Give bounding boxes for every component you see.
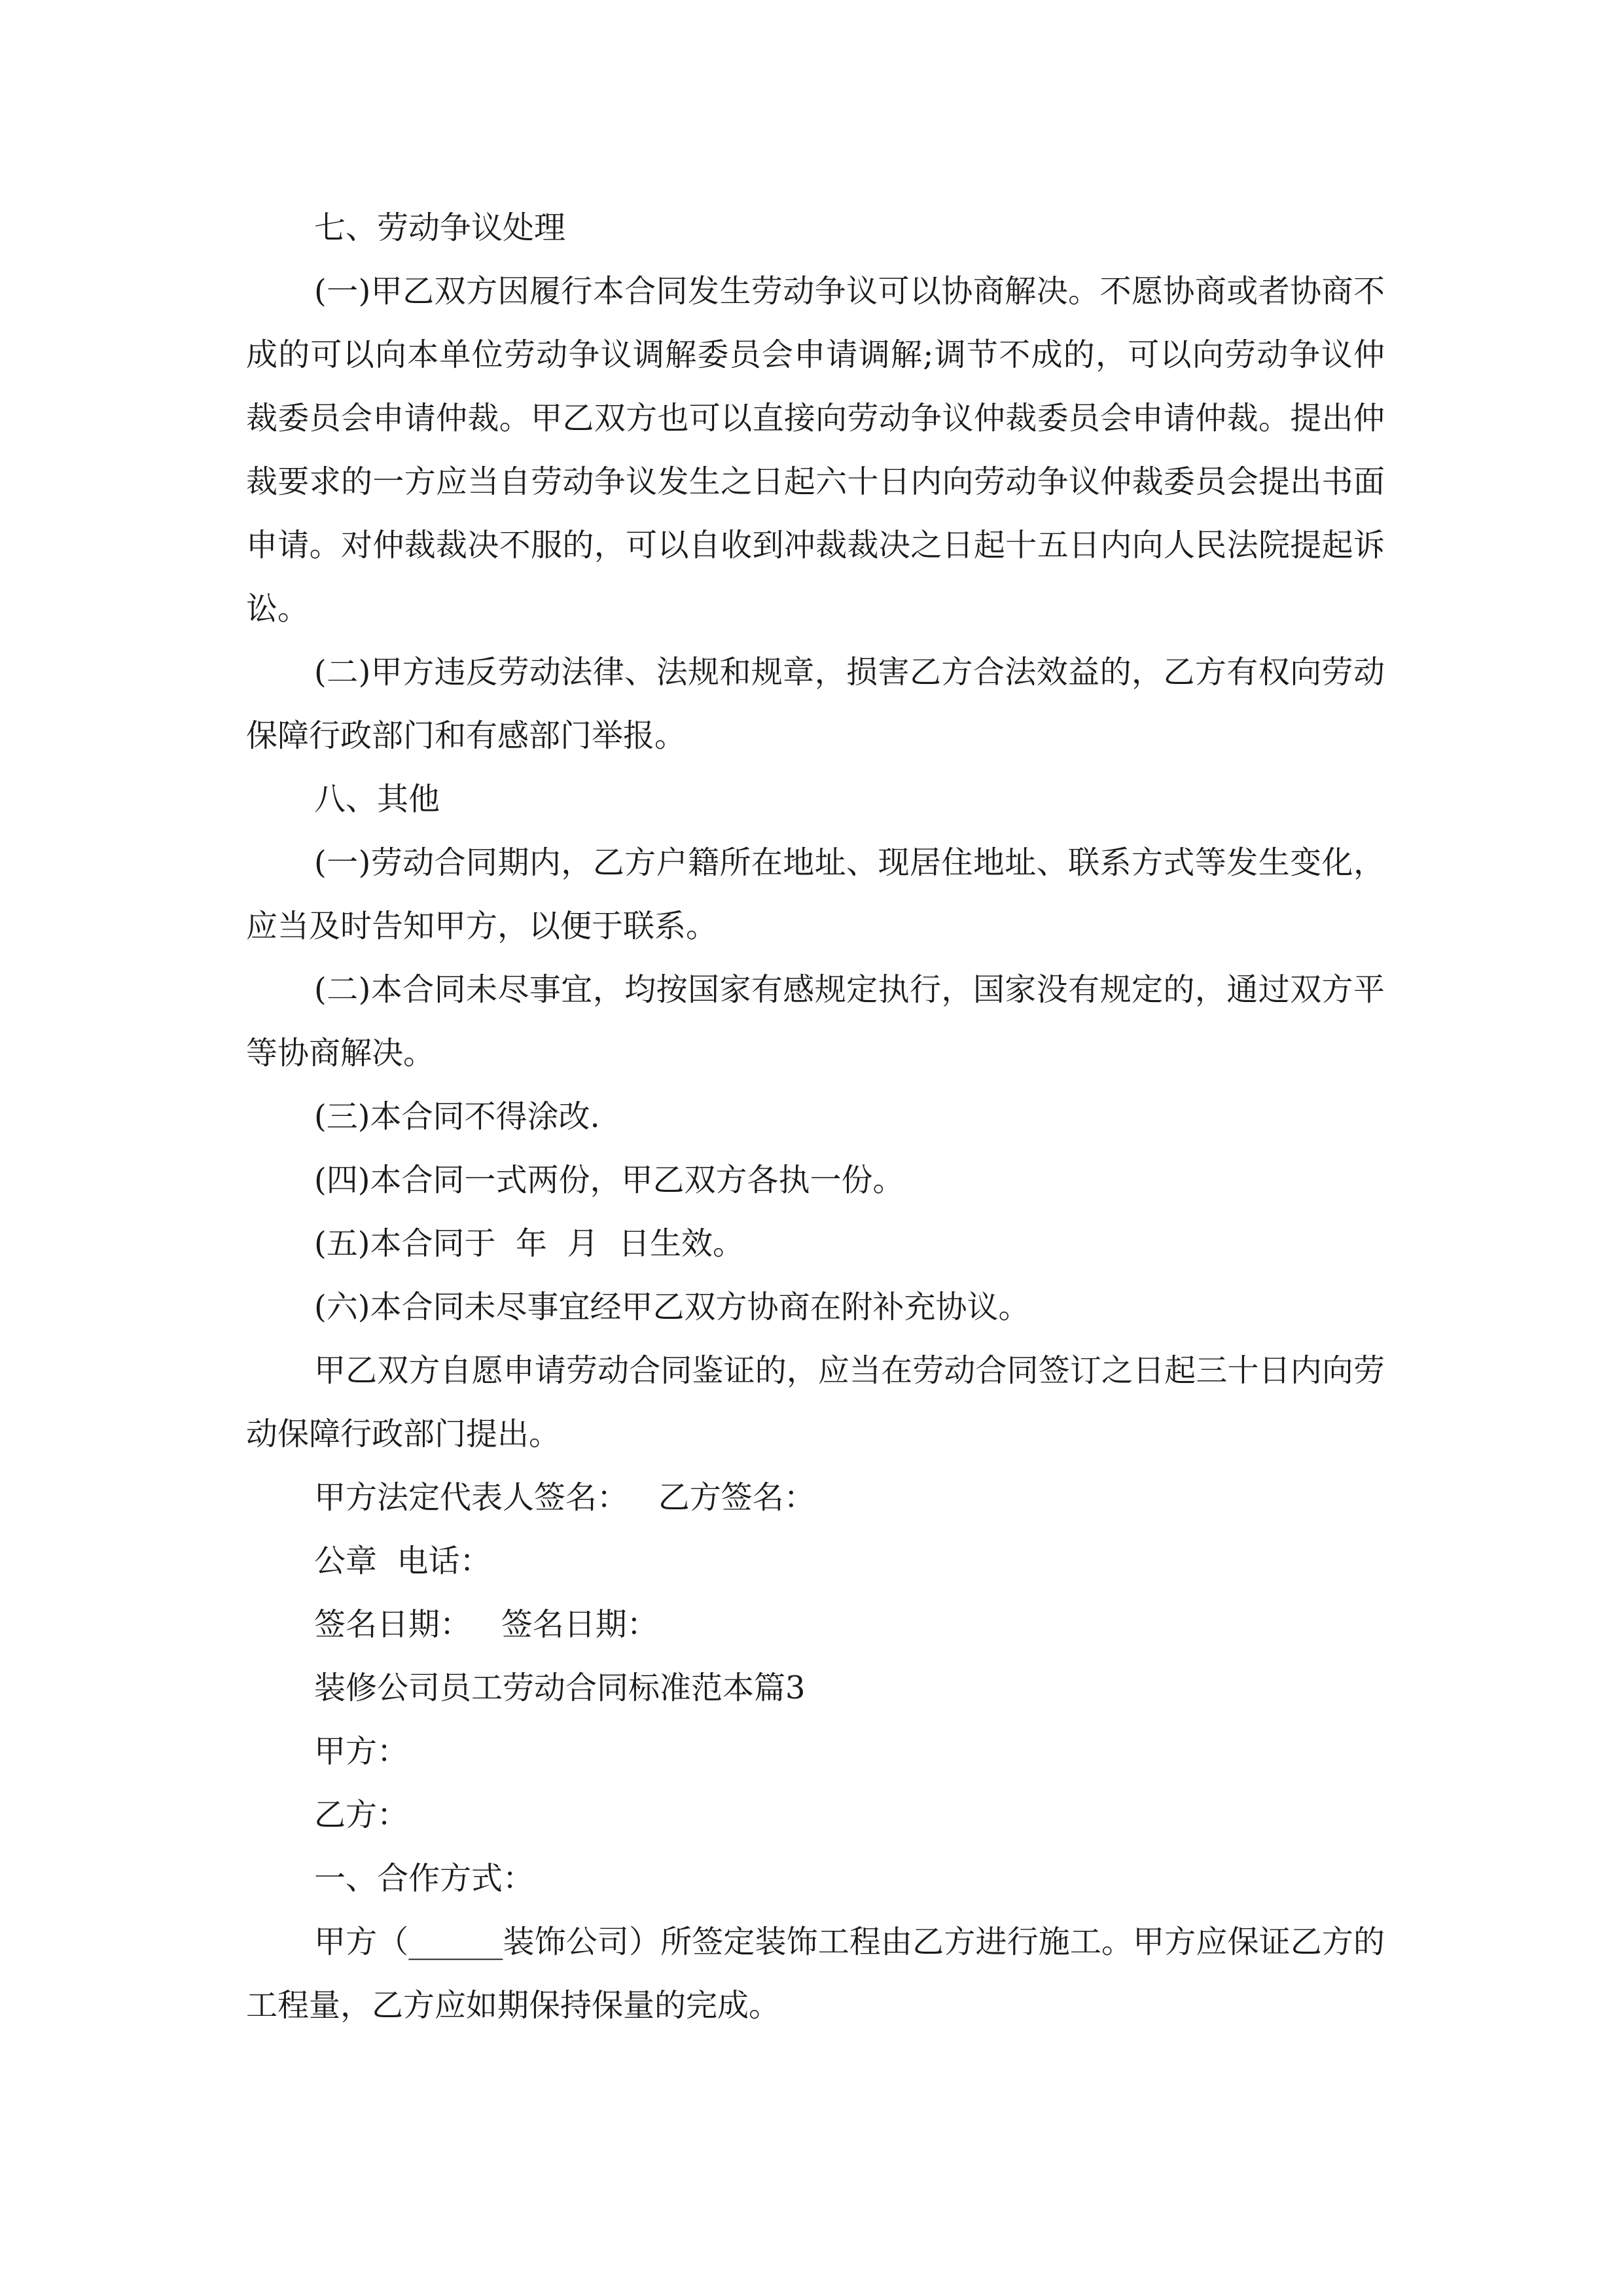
party-a-label: 甲方： (314, 1733, 409, 1770)
paragraph-violation-report: (二)甲方违反劳动法律、法规和规章，损害乙方合法效益的，乙方有权向劳动保障行政部门和有感部门举报。 (246, 654, 1385, 754)
paragraph-effective-date: (五)本合同于 年 月 日生效。 (314, 1225, 745, 1262)
paragraph-copies: (四)本合同一式两份，甲乙双方各执一份。 (314, 1162, 904, 1198)
paragraph-no-alteration: (三)本合同不得涂改. (314, 1098, 600, 1135)
section-heading-labor-dispute: 七、劳动争议处理 (314, 209, 566, 246)
paragraph-dispute-resolution: (一)甲乙双方因履行本合同发生劳动争议可以协商解决。不愿协商或者协商不成的可以向本单位劳动争议调解委员会申请调解;调节不成的，可以向劳动争议仲裁委员会申请仲裁。甲乙双方也可以直接向劳动争议仲裁委员会申请仲裁。提出仲裁要求的一方应当自劳动争议发生之日起六十日内向劳动争议仲裁委员会提出书面申请。对仲裁裁决不服的，可以自收到冲裁裁决之日起十五日内向人民法院提起诉讼。 (246, 273, 1385, 627)
party-b-label: 乙方： (314, 1797, 409, 1833)
signature-line-dates: 签名日期： 签名日期： (314, 1606, 658, 1643)
paragraph-supplement: (六)本合同未尽事宜经甲乙双方协商在附补充协议。 (314, 1289, 1030, 1325)
section-heading-cooperation: 一、合作方式： (314, 1860, 535, 1897)
paragraph-address-change: (一)劳动合同期内，乙方户籍所在地址、现居住地址、联系方式等发生变化，应当及时告知甲方，以便于联系。 (246, 844, 1385, 944)
document-subtitle: 装修公司员工劳动合同标准范本篇3 (314, 1670, 806, 1706)
signature-line-names: 甲方法定代表人签名： 乙方签名： (314, 1479, 815, 1516)
paragraph-unresolved-matters: (二)本合同未尽事宜，均按国家有感规定执行，国家没有规定的，通过双方平等协商解决。 (246, 971, 1385, 1071)
paragraph-cooperation-terms: 甲方（______装饰公司）所签定装饰工程由乙方进行施工。甲方应保证乙方的工程量，乙方应如期保持保量的完成。 (246, 1924, 1385, 2024)
signature-line-seal-phone: 公章 电话： (314, 1543, 491, 1579)
section-heading-other: 八、其他 (314, 781, 440, 817)
document-body (246, 196, 1385, 2037)
paragraph-contract-verification: 甲乙双方自愿申请劳动合同鉴证的，应当在劳动合同签订之日起三十日内向劳动保障行政部门提出。 (246, 1352, 1385, 1452)
